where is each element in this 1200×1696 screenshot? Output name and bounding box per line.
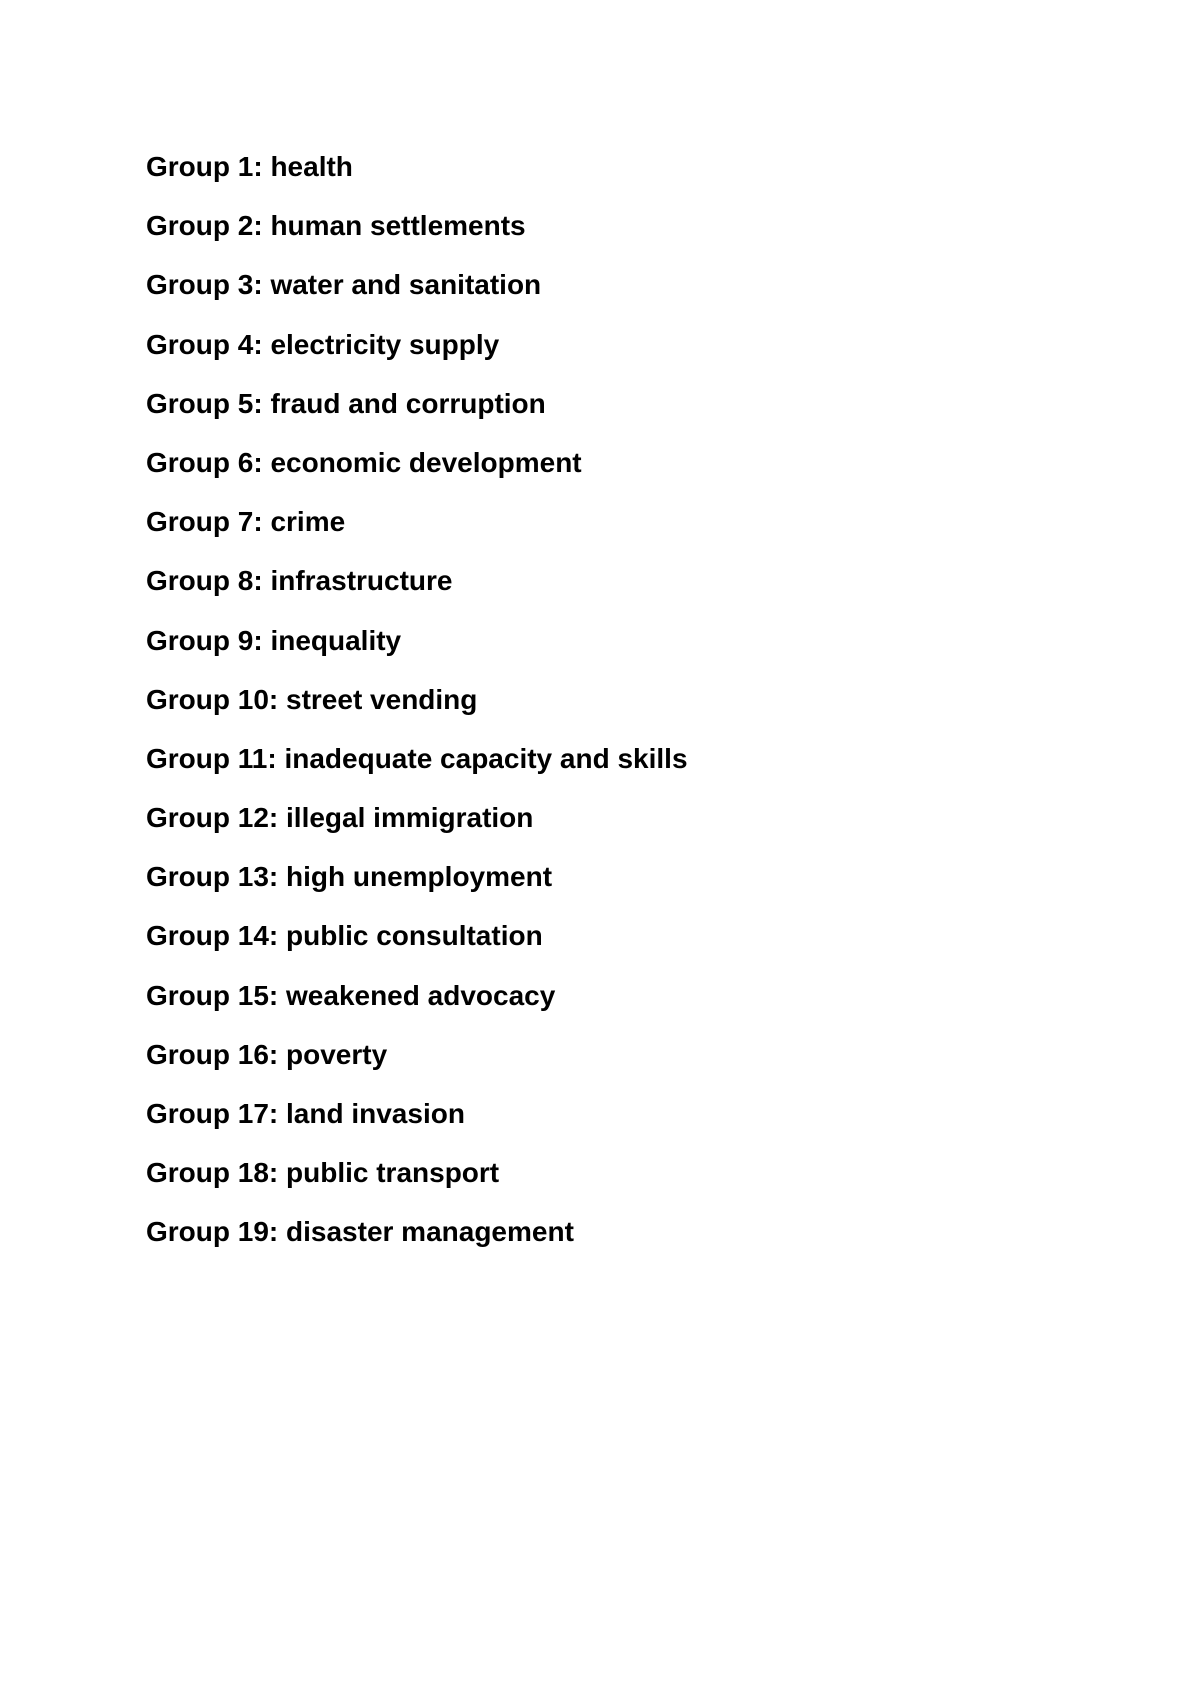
group-item-14: Group 14: public consultation xyxy=(146,920,543,952)
group-item-3: Group 3: water and sanitation xyxy=(146,269,542,301)
group-item-5: Group 5: fraud and corruption xyxy=(146,387,546,419)
group-item-1: Group 1: health xyxy=(146,151,353,182)
group-item-9: Group 9: inequality xyxy=(146,624,402,656)
group-item-12: Group 12: illegal immigration xyxy=(146,802,534,834)
group-item-13: Group 13: high unemployment xyxy=(146,861,553,893)
group-list xyxy=(146,145,688,1270)
group-item-2: Group 2: human settlements xyxy=(146,210,526,242)
group-item-15: Group 15: weakened advocacy xyxy=(146,979,556,1011)
group-item-18: Group 18: public transport xyxy=(146,1157,500,1189)
group-item-7: Group 7: crime xyxy=(146,506,346,538)
group-item-11: Group 11: inadequate capacity and skills xyxy=(146,742,688,774)
group-item-10: Group 10: street vending xyxy=(146,683,478,715)
group-item-19: Group 19: disaster management xyxy=(146,1216,574,1248)
group-item-6: Group 6: economic development xyxy=(146,446,582,478)
group-item-8: Group 8: infrastructure xyxy=(146,565,453,597)
group-item-4: Group 4: electricity supply xyxy=(146,328,500,360)
group-item-17: Group 17: land invasion xyxy=(146,1098,465,1129)
group-item-16: Group 16: poverty xyxy=(146,1038,388,1070)
